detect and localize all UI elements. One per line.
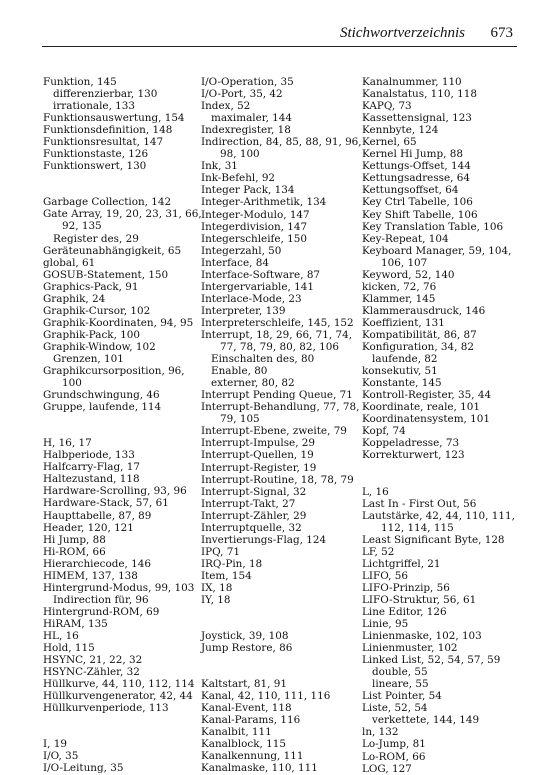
index-entry: Konstante, 145 — [362, 377, 442, 390]
index-entry: Jump Restore, 86 — [201, 642, 293, 655]
section-gap — [43, 172, 193, 196]
index-entry: Linienmuster, 102 — [362, 642, 458, 655]
index-entry: Garbage Collection, 142 — [43, 196, 172, 209]
index-subentry: differenzierbar, 130 — [53, 88, 158, 101]
index-entry: Kanalblock, 115 — [201, 738, 286, 751]
index-entry: Kennbyte, 124 — [362, 124, 439, 137]
index-entry: Interrupt-Impulse, 29 — [201, 437, 316, 450]
index-entry: Graphics-Pack, 91 — [43, 280, 139, 293]
index-entry: Koordinatensystem, 101 — [362, 413, 490, 426]
index-entry: Interrupt-Routine, 18, 78, 79 — [201, 473, 354, 486]
index-entry: Hierarchiecode, 146 — [43, 557, 151, 570]
index-continuation: 112, 114, 115 — [381, 521, 454, 534]
index-column-2 — [201, 76, 361, 775]
index-entry: Interrupt, 18, 29, 66, 71, 74, — [201, 328, 353, 341]
page-number: 673 — [490, 25, 513, 41]
index-subentry: lineare, 55 — [372, 678, 429, 691]
index-entry: Index, 52 — [201, 100, 251, 113]
index-entry: Kettungsoffset, 64 — [362, 184, 459, 197]
index-entry: Lo-ROM, 66 — [362, 750, 426, 763]
index-entry: Haltezustand, 118 — [43, 473, 140, 486]
index-entry: Line Editor, 126 — [362, 605, 447, 618]
index-entry: Graphik, 24 — [43, 292, 106, 305]
index-entry: Graphik-Koordinaten, 94, 95 — [43, 316, 194, 329]
index-entry: Klammerausdruck, 146 — [362, 304, 486, 317]
index-entry: IPQ, 71 — [201, 545, 240, 558]
index-entry: Interrupt Pending Queue, 71 — [201, 389, 353, 402]
index-entry: global, 61 — [43, 256, 96, 269]
index-entry: Kanal-Event, 118 — [201, 702, 292, 715]
section-gap — [201, 606, 361, 630]
index-subentry: double, 55 — [372, 666, 428, 679]
index-entry: Interrupt-Quellen, 19 — [201, 449, 314, 462]
index-entry: IRQ-Pin, 18 — [201, 557, 263, 570]
index-entry: Integer-Modulo, 147 — [201, 208, 310, 221]
index-entry: List Pointer, 54 — [362, 690, 442, 703]
index-entry: Interrupt-Register, 19 — [201, 461, 317, 474]
section-gap — [43, 714, 193, 738]
index-entry: Indirection, 84, 85, 88, 91, 96, — [201, 136, 362, 149]
index-entry: Last In - First Out, 56 — [362, 497, 477, 510]
index-entry: Kompatibilität, 86, 87 — [362, 328, 477, 341]
index-entry: Konfiguration, 34, 82 — [362, 341, 474, 354]
section-gap — [362, 462, 534, 486]
index-entry: Interrupt-Behandlung, 77, 78, — [201, 401, 360, 414]
index-entry: Integer Pack, 134 — [201, 184, 295, 197]
index-entry: Kanal, 42, 110, 111, 116 — [201, 690, 331, 703]
index-entry: Kanalmaske, 110, 111 — [201, 762, 318, 775]
index-entry: L, 16 — [362, 485, 389, 498]
index-entry: LIFO, 56 — [362, 569, 408, 582]
index-entry: Interface, 84 — [201, 256, 269, 269]
index-entry: Graphik-Pack, 100 — [43, 328, 141, 341]
index-entry: Interpreterschleife, 145, 152 — [201, 316, 354, 329]
index-entry: Lautstärke, 42, 44, 110, 111, — [362, 509, 515, 522]
index-entry: LIFO-Struktur, 56, 61 — [362, 593, 477, 606]
index-entry: Interruptquelle, 32 — [201, 521, 302, 534]
index-entry: Interrupt-Signal, 32 — [201, 485, 307, 498]
index-entry: LOG, 127 — [362, 762, 412, 775]
index-entry: Kontroll-Register, 35, 44 — [362, 389, 492, 402]
index-entry: IY, 18 — [201, 594, 231, 607]
index-entry: Key Ctrl Tabelle, 106 — [362, 196, 473, 209]
index-entry: GOSUB-Statement, 150 — [43, 268, 169, 281]
index-entry: I/O, 35 — [43, 750, 79, 763]
index-entry: Kaltstart, 81, 91 — [201, 678, 287, 691]
index-entry: konsekutiv, 51 — [362, 365, 438, 378]
index-entry: Koppeladresse, 73 — [362, 437, 460, 450]
index-entry: Kanalnummer, 110 — [362, 76, 462, 88]
index-entry: Liste, 52, 54 — [362, 702, 428, 715]
index-entry: Hardware-Stack, 57, 61 — [43, 497, 169, 510]
index-entry: Funktionsauswertung, 154 — [43, 112, 185, 125]
index-entry: Koeffizient, 131 — [362, 316, 445, 329]
index-entry: Kanal-Params, 116 — [201, 714, 301, 727]
index-subentry: maximaler, 144 — [211, 112, 293, 125]
index-entry: Halfcarry-Flag, 17 — [43, 461, 140, 474]
index-entry: Least Significant Byte, 128 — [362, 533, 505, 546]
index-entry: Funktionstaste, 126 — [43, 148, 149, 161]
index-entry: KAPQ, 73 — [362, 100, 412, 113]
index-entry: Grundschwingung, 46 — [43, 389, 160, 402]
index-entry: Ink-Befehl, 92 — [201, 172, 276, 185]
index-entry: Funktion, 145 — [43, 76, 117, 88]
index-entry: HSYNC, 21, 22, 32 — [43, 654, 143, 667]
index-entry: HL, 16 — [43, 629, 79, 642]
index-entry: HIMEM, 137, 138 — [43, 569, 138, 582]
index-entry: Linie, 95 — [362, 618, 409, 631]
index-entry: Kassettensignal, 123 — [362, 112, 472, 125]
index-entry: Hintergrund-Modus, 99, 103 — [43, 581, 195, 594]
index-entry: Item, 154 — [201, 569, 252, 582]
index-subentry: Register des, 29 — [53, 232, 139, 245]
index-entry: Kettungsadresse, 64 — [362, 172, 470, 185]
index-entry: Lo-Jump, 81 — [362, 738, 426, 751]
index-entry: Lichtgriffel, 21 — [362, 557, 441, 570]
index-entry: Funktionsresultat, 147 — [43, 136, 164, 149]
index-entry: Interpreter, 139 — [201, 304, 286, 317]
index-entry: Halbperiode, 133 — [43, 449, 135, 462]
index-entry: Hold, 115 — [43, 642, 95, 655]
index-entry: Integer-Arithmetik, 134 — [201, 196, 327, 209]
index-entry: Key-Repeat, 104 — [362, 232, 449, 245]
index-entry: Gruppe, laufende, 114 — [43, 401, 162, 414]
index-entry: HiRAM, 135 — [43, 617, 108, 630]
index-entry: Hi-ROM, 66 — [43, 545, 106, 558]
index-entry: Invertierungs-Flag, 124 — [201, 533, 327, 546]
index-entry: Intergervariable, 141 — [201, 280, 314, 293]
index-entry: Interrupt-Ebene, zweite, 79 — [201, 425, 347, 438]
index-entry: Kettungs-Offset, 144 — [362, 160, 471, 173]
index-entry: H, 16, 17 — [43, 437, 92, 450]
index-entry: I/O-Leitung, 35 — [43, 762, 124, 775]
index-continuation: 106, 107 — [381, 256, 428, 269]
index-entry: Header, 120, 121 — [43, 521, 134, 534]
index-entry: Kanalkennung, 111 — [201, 750, 304, 763]
index-subentry: laufende, 82 — [372, 353, 438, 366]
index-continuation: 79, 105 — [220, 413, 260, 426]
index-continuation: 98, 100 — [220, 148, 260, 161]
index-entry: Indexregister, 18 — [201, 124, 291, 137]
index-subentry: irrationale, 133 — [53, 100, 136, 113]
index-entry: Kanalbit, 111 — [201, 726, 272, 739]
index-subentry: Grenzen, 101 — [53, 352, 124, 365]
page-header — [42, 22, 517, 47]
index-entry: Graphik-Cursor, 102 — [43, 304, 151, 317]
index-entry: Funktionsdefinition, 148 — [43, 124, 173, 137]
index-continuation: 100 — [62, 377, 82, 390]
index-entry: Koordinate, reale, 101 — [362, 401, 480, 414]
index-entry: Hi Jump, 88 — [43, 533, 106, 546]
index-entry: HSYNC-Zähler, 32 — [43, 666, 140, 679]
running-title: Stichwortverzeichnis — [340, 25, 465, 41]
index-entry: Kanalstatus, 110, 118 — [362, 88, 477, 101]
index-subentry: Enable, 80 — [211, 365, 268, 378]
index-entry: Joystick, 39, 108 — [201, 630, 289, 643]
index-entry: Haupttabelle, 87, 89 — [43, 509, 152, 522]
index-entry: Hintergrund-ROM, 69 — [43, 605, 160, 618]
index-entry: Ink, 31 — [201, 160, 238, 173]
index-entry: Integerdivision, 147 — [201, 220, 308, 233]
index-continuation: 77, 78, 79, 80, 82, 106 — [220, 341, 339, 354]
index-entry: Hüllkurvenperiode, 113 — [43, 702, 169, 715]
index-entry: Interlace-Mode, 23 — [201, 292, 302, 305]
index-entry: Hüllkurvengenerator, 42, 44 — [43, 690, 193, 703]
index-entry: Keyboard Manager, 59, 104, — [362, 244, 512, 257]
index-entry: Gate Array, 19, 20, 23, 31, 66, — [43, 208, 202, 221]
index-entry: LF, 52 — [362, 545, 395, 558]
index-entry: Key Shift Tabelle, 106 — [362, 208, 478, 221]
section-gap — [201, 654, 361, 678]
index-entry: Kernel, 65 — [362, 136, 417, 149]
index-entry: I/O-Operation, 35 — [201, 76, 294, 88]
index-entry: Kopf, 74 — [362, 425, 406, 438]
index-entry: Klammer, 145 — [362, 292, 436, 305]
index-entry: Kernel Hi Jump, 88 — [362, 148, 463, 161]
index-entry: Graphik-Window, 102 — [43, 340, 156, 353]
index-entry: Hüllkurve, 44, 110, 112, 114 — [43, 678, 195, 691]
section-gap — [43, 413, 193, 437]
index-entry: Integerzahl, 50 — [201, 244, 282, 257]
index-subentry: Indirection für, 96 — [53, 593, 149, 606]
index-entry: I/O-Port, 35, 42 — [201, 88, 283, 101]
index-entry: Interrupt-Zähler, 29 — [201, 509, 307, 522]
index-entry: Interrupt-Takt, 27 — [201, 497, 296, 510]
index-entry: I, 19 — [43, 738, 67, 751]
index-entry: kicken, 72, 76 — [362, 280, 437, 293]
index-entry: Linienmaske, 102, 103 — [362, 630, 482, 643]
index-continuation: 92, 135 — [62, 220, 102, 233]
index-entry: LIFO-Prinzip, 56 — [362, 581, 450, 594]
index-entry: Graphikcursorposition, 96, — [43, 365, 185, 378]
index-subentry: externer, 80, 82 — [211, 377, 295, 390]
index-entry: Hardware-Scrolling, 93, 96 — [43, 485, 187, 498]
index-entry: Key Translation Table, 106 — [362, 220, 504, 233]
index-entry: Keyword, 52, 140 — [362, 268, 455, 281]
index-subentry: Einschalten des, 80 — [211, 353, 315, 366]
index-entry: Interface-Software, 87 — [201, 268, 321, 281]
index-entry: ln, 132 — [362, 726, 399, 739]
index-entry: Integerschleife, 150 — [201, 232, 307, 245]
index-subentry: verkettete, 144, 149 — [372, 714, 480, 727]
index-entry: IX, 18 — [201, 581, 233, 594]
index-entry: Geräteunabhängigkeit, 65 — [43, 244, 182, 257]
index-column-3 — [362, 76, 534, 775]
index-entry: Linked List, 52, 54, 57, 59 — [362, 654, 501, 667]
index-entry: Korrekturwert, 123 — [362, 449, 465, 462]
index-column-1 — [43, 76, 202, 775]
index-entry: Funktionswert, 130 — [43, 160, 147, 173]
